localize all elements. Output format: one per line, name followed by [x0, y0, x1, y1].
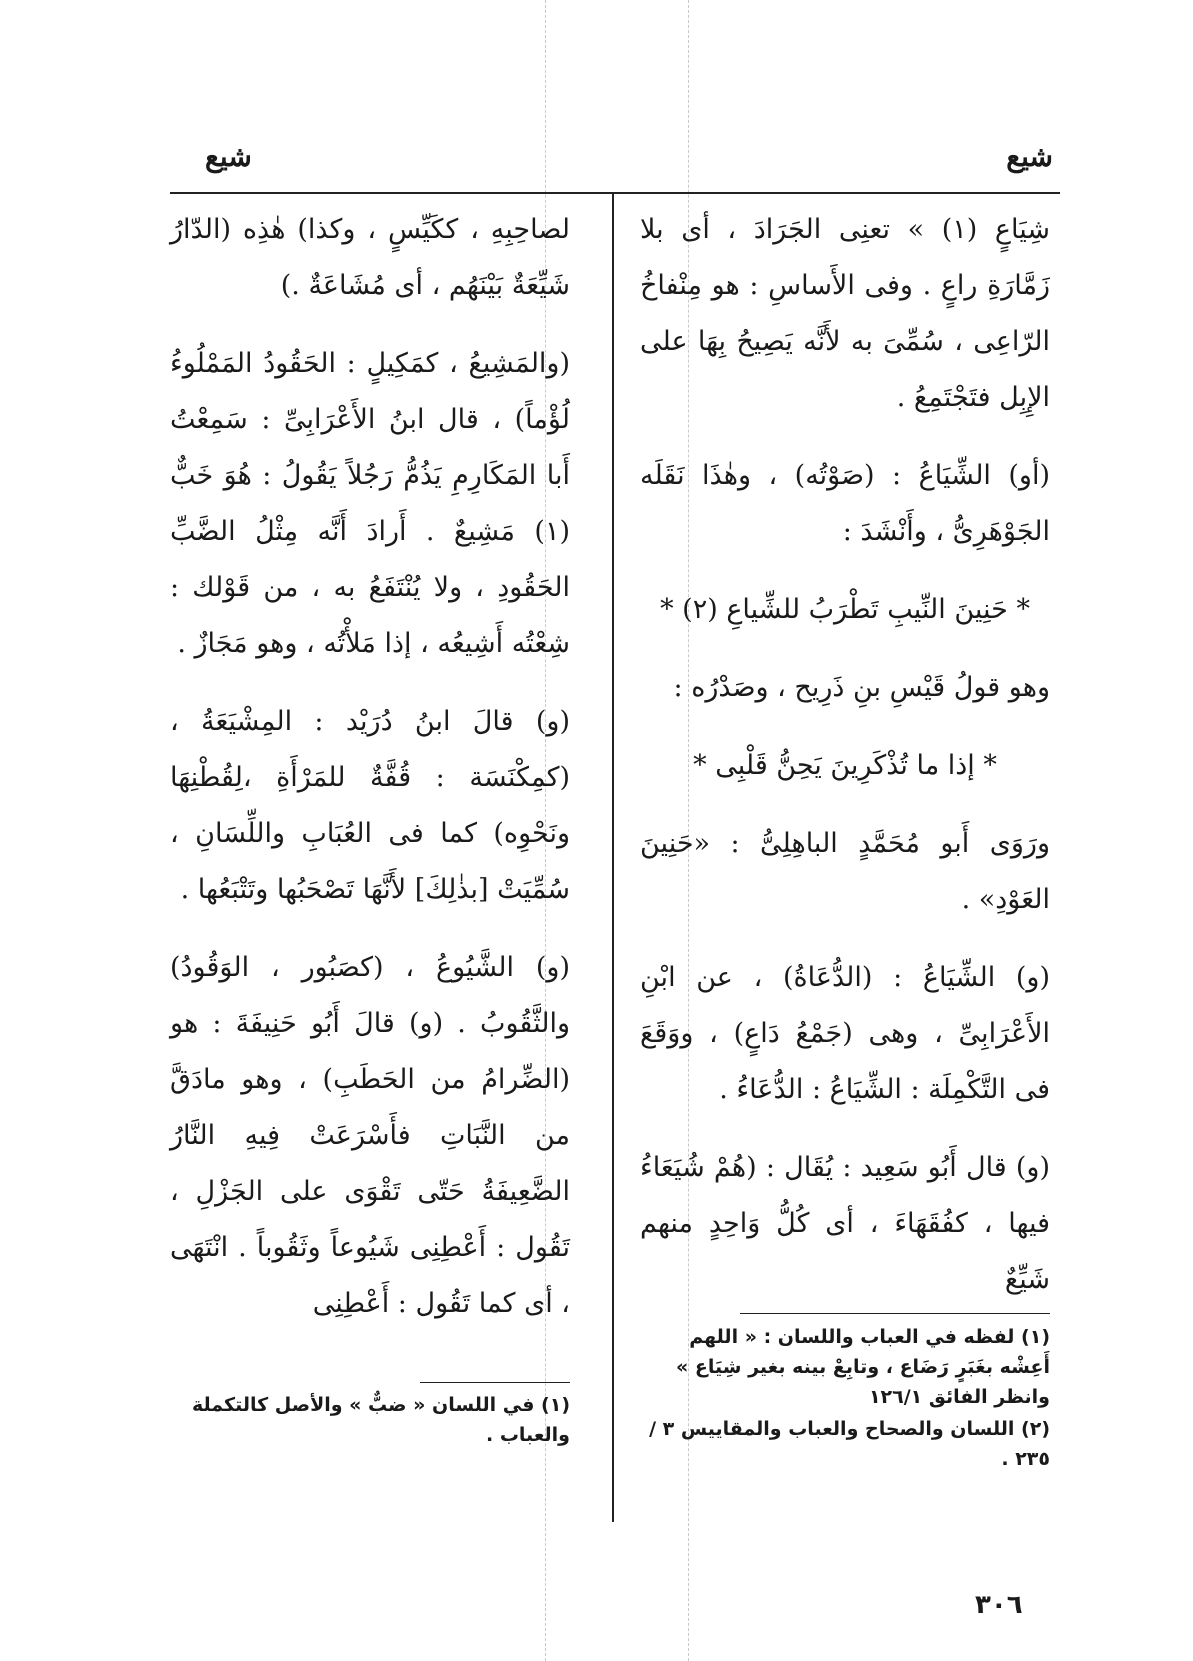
paragraph: لصاحِبِهِ ، ككَيِّسٍ ، وكذا) هٰذِه (الدّارُ شَيِّعَةٌ بَيْنَهُم ، أى مُشَاعَةٌ .) — [170, 214, 570, 301]
paragraph: وهو قولُ قَيْسِ بنِ ذَرِيح ، وصَدْرُه : — [673, 672, 1050, 703]
footnotes-left — [170, 1390, 570, 1452]
paragraph: (أو) الشِّيَاعُ : (صَوْتُه) ، وهٰذَا نَقَلَه الجَوْهَرِىُّ ، وأَنْشَدَ : — [640, 460, 1050, 547]
verse-line: * حَنِينَ النِّيبِ تَطْرَبُ للشِّياعِ (٢) * — [660, 594, 1030, 625]
left-column — [170, 202, 570, 1354]
footnote: (٢) اللسان والصحاح والعباب والمقاييس ٣ /٢٣٥ . — [649, 1418, 1050, 1470]
paragraph: (و) قال أَبُو سَعِيد : يُقَال : (هُمْ شُيَعَاءُ فيها ، كفُقَهَاءَ ، أى كُلُّ وَاحِدٍ منهم شَيِّعٌ — [640, 1152, 1050, 1295]
footnote-rule — [420, 1382, 570, 1383]
right-column — [640, 202, 1050, 1330]
running-header-left: شيع — [205, 140, 252, 173]
running-header-right: شيع — [1006, 140, 1053, 173]
paragraph: (والمَشِيعُ ، كمَكِيلٍ : الحَقُودُ المَمْلُوءُ لُؤْماً) ، قال ابنُ الأَعْرَابِىِّ : سَمِعْتُ أَبا المَكَارِمِ يَذُمُّ رَجُلاً يَقُولُ : هُوَ خَبٌّ (١) مَشِيعٌ . أَرادَ أَنَّه مِثْلُ الضَّبِّ الحَقُودِ ، ولا يُنْتَفَعُ به ، من قَوْلك : شِعْتُه أَشِيعُه ، إذا مَلأْتُه ، وهو مَجَازٌ . — [170, 348, 570, 659]
verse-line: * إذا ما تُذْكَرِينَ يَحِنُّ قَلْبِى * — [693, 750, 997, 781]
footnotes-right — [640, 1322, 1050, 1476]
paragraph: (و) الشَّيُوعُ ، (كصَبُور ، الوَقُودُ) والثَّقُوبُ . (و) قالَ أَبُو حَنِيفَةَ : هو (الضِّرامُ من الحَطَبِ) ، وهو مادَقَّ من النَّبَاتِ فأَسْرَعَتْ فِيهِ النَّارُ الضَّعِيفَةُ حَتّى تَقْوَى على الجَزْلِ ، تَقُول : أَعْطِنِى شَيُوعاً وثَقُوباً . انْتَهَى ، أى كما تَقُول : أَعْطِنِى — [170, 952, 570, 1319]
footnote-rule — [740, 1313, 1050, 1314]
paragraph: ورَوَى أَبو مُحَمَّدٍ الباهِلِىُّ : «حَنِينَ العَوْدِ» . — [640, 828, 1050, 915]
footnote: (١) لفظه في العباب واللسان : « اللهم أَعِشْه بغَبَرٍ رَضَاع ، وتابِعْ بينه بغير شِيَاع » وانظر الفائق ١٢٦/١ — [676, 1326, 1050, 1408]
page-number: ٣٠٦ — [975, 1590, 1023, 1620]
header-rule — [170, 192, 1060, 194]
paragraph: شِيَاعٍ (١) » تعنِى الجَرَادَ ، أى بلا زَمَّارَةِ راعٍ . وفى الأَساسِ : هو مِنْفاخُ الرّاعِى ، سُمِّىَ به لأَنَّه يَصِيحُ بِهَا على الإِبِل فتَجْتَمِعُ . — [640, 214, 1050, 413]
paragraph: (و) الشِّيَاعُ : (الدُّعَاةُ) ، عن ابْنِ الأَعْرَابِىِّ ، وهى (جَمْعُ دَاعٍ) ، ووَقَعَ فى التَّكْمِلَة : الشِّيَاعُ : الدُّعَاءُ . — [640, 962, 1050, 1105]
column-divider — [612, 192, 614, 1522]
paragraph: (و) قالَ ابنُ دُرَيْد : المِشْيَعَةُ ، (كمِكْنَسَة : قُفَّةٌ للمَرْأَةِ ،لِقُطْنِهَا ونَحْوِه) كما فى العُبَابِ واللِّسَانِ ، سُمِّيَتْ [بذٰلِكَ] لأَنَّهَا تَصْحَبُها وتَتْبَعُها . — [170, 706, 570, 905]
footnote: (١) في اللسان « ضبٌّ » والأصل كالتكملة والعباب . — [192, 1394, 570, 1446]
